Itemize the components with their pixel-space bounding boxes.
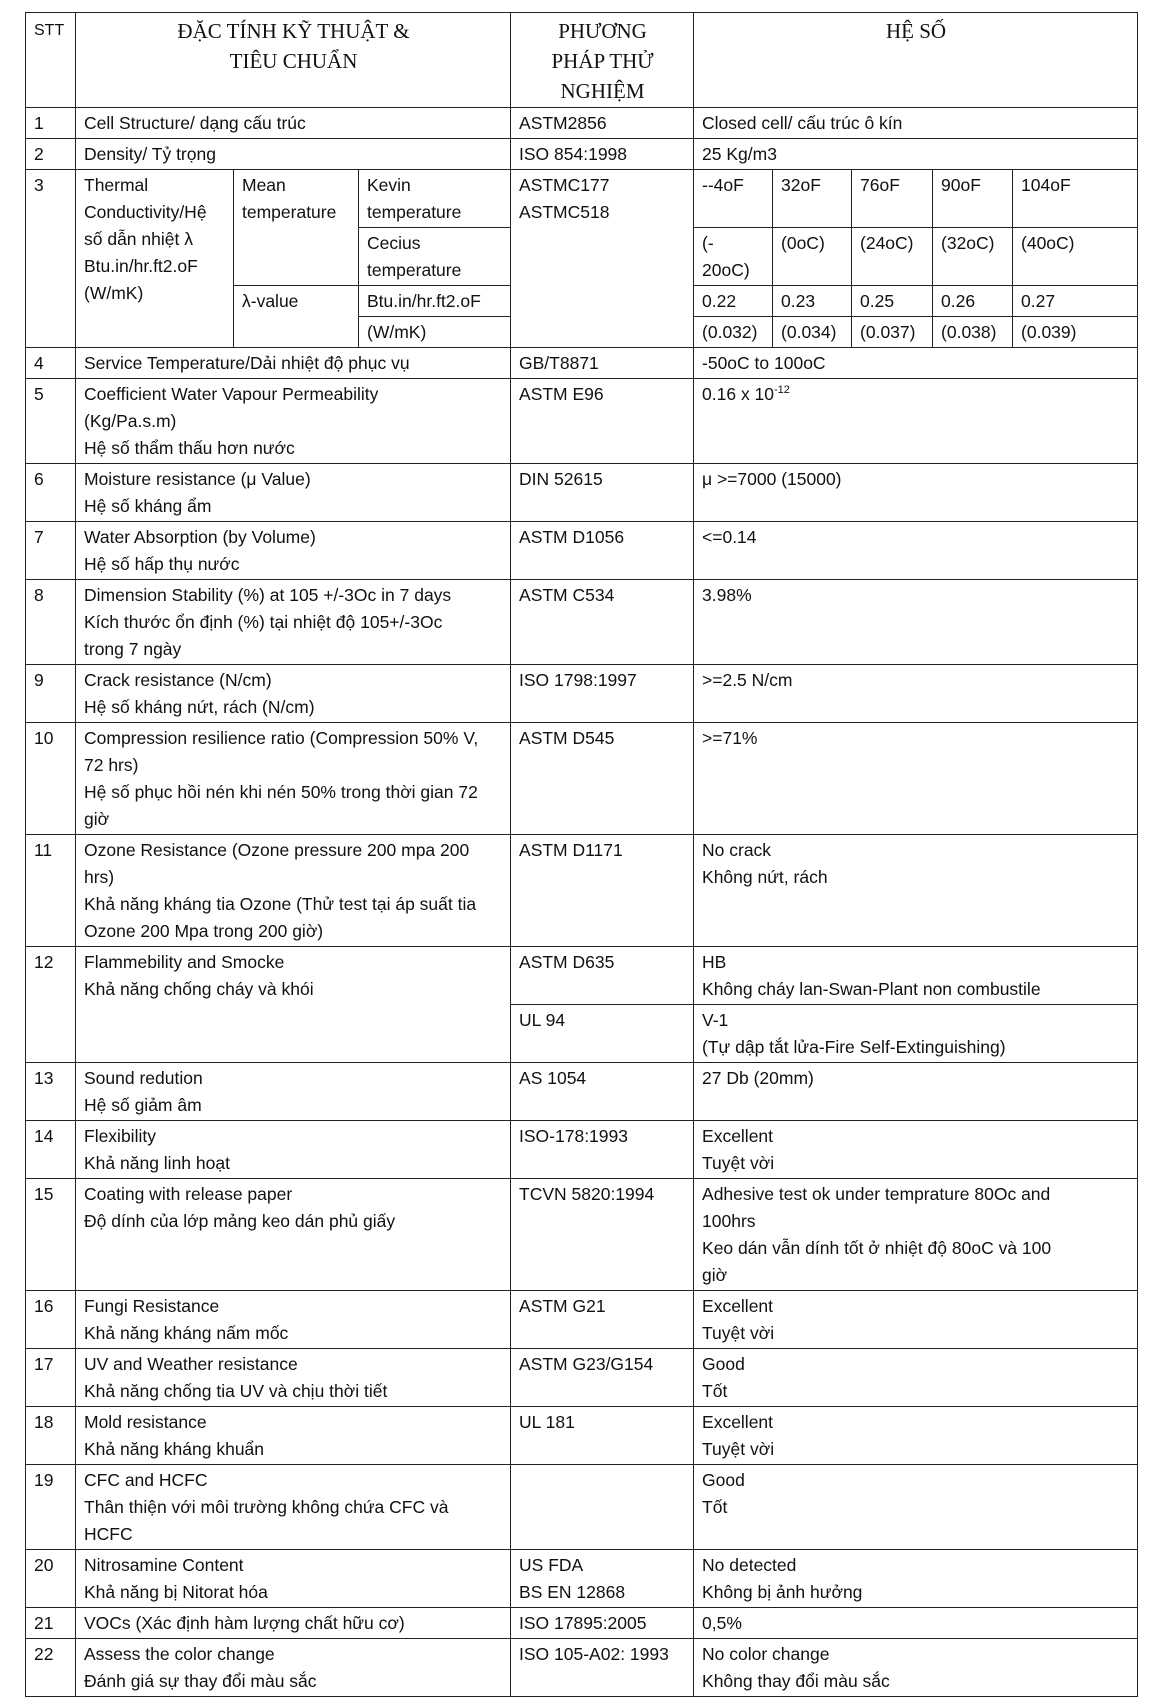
text-line: số dẫn nhiệt λ xyxy=(84,229,193,249)
text-line: 27 Db (20mm) xyxy=(702,1068,814,1088)
temp-c-cell xyxy=(1013,228,1138,286)
temp-f-cell: 90oF xyxy=(933,170,1013,228)
lambda-btu-cell: 0.23 xyxy=(773,286,852,317)
text-line: Service Temperature/Dải nhiệt độ phục vụ xyxy=(84,353,410,373)
value-cell xyxy=(694,108,1138,139)
method-cell xyxy=(511,1063,694,1121)
property-cell xyxy=(76,1407,511,1465)
text-line: (24oC) xyxy=(860,233,914,253)
text-line: Ozone 200 Mpa trong 200 giờ) xyxy=(84,921,324,941)
text-line: Good xyxy=(702,1470,745,1490)
text-line: Không cháy lan-Swan-Plant non combustile xyxy=(702,979,1041,999)
row-number: 22 xyxy=(26,1639,76,1697)
lambda-wmk-cell: (0.032) xyxy=(694,317,773,348)
value-cell xyxy=(694,1121,1138,1179)
text-line: BS EN 12868 xyxy=(519,1582,626,1602)
text-line: No crack xyxy=(702,840,772,860)
method-cell xyxy=(511,1005,694,1063)
text-line: 25 Kg/m3 xyxy=(702,144,777,164)
text-line: temperature xyxy=(242,202,337,222)
method-cell xyxy=(511,947,694,1005)
row-number: 18 xyxy=(26,1407,76,1465)
row-number: 7 xyxy=(26,522,76,580)
method-cell xyxy=(511,379,694,464)
text-line: Flammebility and Smocke xyxy=(84,952,285,972)
value-cell xyxy=(694,522,1138,580)
value-cell xyxy=(694,464,1138,522)
text-line: Cell Structure/ dạng cấu trúc xyxy=(84,113,306,133)
text-line: CFC and HCFC xyxy=(84,1470,208,1490)
value-cell xyxy=(694,139,1138,170)
text-line: Hệ số giảm âm xyxy=(84,1095,202,1115)
text-line: Fungi Resistance xyxy=(84,1296,220,1316)
text-line: Excellent xyxy=(702,1296,774,1316)
property-cell xyxy=(76,379,511,464)
text-line: ISO 1798:1997 xyxy=(519,670,637,690)
row-number: 2 xyxy=(26,139,76,170)
text-line: Không bị ảnh hưởng xyxy=(702,1582,863,1602)
table-row xyxy=(26,580,1138,665)
text-line: 3.98% xyxy=(702,585,752,605)
value-cell xyxy=(694,1608,1138,1639)
value-cell xyxy=(694,1550,1138,1608)
text-line: Nitrosamine Content xyxy=(84,1555,244,1575)
lambda-btu-cell: 0.26 xyxy=(933,286,1013,317)
text-line: Khả năng kháng khuẩn xyxy=(84,1439,265,1459)
header-value: HỆ SỐ xyxy=(694,13,1138,108)
table-row xyxy=(26,835,1138,947)
text-line: <=0.14 xyxy=(702,527,757,547)
temp-f-cell: --4oF xyxy=(694,170,773,228)
table-row xyxy=(26,1063,1138,1121)
table-row xyxy=(26,379,1138,464)
text-line: (- 20oC) xyxy=(702,233,750,280)
row-number: 6 xyxy=(26,464,76,522)
lambda-btu-cell: 0.22 xyxy=(694,286,773,317)
header-method: PHƯƠNG PHÁP THỬ NGHIỆM xyxy=(511,13,694,108)
temp-f-cell: 104oF xyxy=(1013,170,1138,228)
text-line: Hệ số phục hồi nén khi nén 50% trong thời gian 72 xyxy=(84,782,478,802)
text-line: Thân thiện với môi trường không chứa CFC và xyxy=(84,1497,449,1517)
method-cell xyxy=(511,723,694,835)
text-line: ASTM G23/G154 xyxy=(519,1354,654,1374)
text-line: Closed cell/ cấu trúc ô kín xyxy=(702,113,903,133)
text-line: UV and Weather resistance xyxy=(84,1354,298,1374)
lambda-btu-cell: 0.25 xyxy=(852,286,933,317)
text-line: Thermal xyxy=(84,175,149,195)
text-line: ISO 17895:2005 xyxy=(519,1613,647,1633)
method-cell xyxy=(511,1407,694,1465)
lambda-value-label: λ-value xyxy=(234,286,359,348)
property-cell xyxy=(76,464,511,522)
row-number: 12 xyxy=(26,947,76,1063)
text-line: ASTM2856 xyxy=(519,113,607,133)
text-line: trong 7 ngày xyxy=(84,639,182,659)
method-cell xyxy=(511,580,694,665)
text-line: Moisture resistance (μ Value) xyxy=(84,469,311,489)
table-row xyxy=(26,1291,1138,1349)
text-line: HCFC xyxy=(84,1524,133,1544)
property-cell xyxy=(76,580,511,665)
property-cell xyxy=(76,1465,511,1550)
value-cell xyxy=(694,1063,1138,1121)
text-line: ISO-178:1993 xyxy=(519,1126,628,1146)
value-cell xyxy=(694,348,1138,379)
text-line: Keo dán vẫn dính tốt ở nhiệt độ 80oC và 100 xyxy=(702,1238,1052,1258)
text-line: giờ xyxy=(702,1265,728,1285)
text-line: Khả năng kháng nấm mốc xyxy=(84,1323,289,1343)
row-number: 14 xyxy=(26,1121,76,1179)
property-cell xyxy=(76,1291,511,1349)
lambda-wmk-cell: (0.039) xyxy=(1013,317,1138,348)
text-line: ASTMC518 xyxy=(519,202,610,222)
table-row xyxy=(26,348,1138,379)
header-stt: STT xyxy=(26,13,76,108)
property-cell xyxy=(76,1550,511,1608)
text-line: Hệ số kháng nứt, rách (N/cm) xyxy=(84,697,315,717)
table-row xyxy=(26,464,1138,522)
spec-table xyxy=(25,12,1138,1697)
method-cell xyxy=(511,835,694,947)
text-line: V-1 xyxy=(702,1010,729,1030)
text-line: Không nứt, rách xyxy=(702,867,828,887)
row-number: 20 xyxy=(26,1550,76,1608)
table-row xyxy=(26,665,1138,723)
value-cell xyxy=(694,1005,1138,1063)
table-row xyxy=(26,723,1138,835)
text-line: Cecius xyxy=(367,233,421,253)
text-line: giờ xyxy=(84,809,110,829)
text-line: Mean xyxy=(242,175,286,195)
text-line: AS 1054 xyxy=(519,1068,587,1088)
text-line: Khả năng linh hoạt xyxy=(84,1153,230,1173)
text-line: Tuyệt vời xyxy=(702,1153,775,1173)
table-row xyxy=(26,170,1138,228)
text-line: ASTM D635 xyxy=(519,952,615,972)
text-line: Excellent xyxy=(702,1412,774,1432)
value-cell xyxy=(694,723,1138,835)
method-cell xyxy=(511,1608,694,1639)
property-cell xyxy=(76,1608,511,1639)
property-cell xyxy=(76,1179,511,1291)
text-line: -50oC to 100oC xyxy=(702,353,826,373)
table-row xyxy=(26,1465,1138,1550)
temp-f-cell: 76oF xyxy=(852,170,933,228)
value-exponent: -12 xyxy=(774,384,790,397)
row-number: 3 xyxy=(26,170,76,348)
temp-f-cell: 32oF xyxy=(773,170,852,228)
method-cell xyxy=(511,522,694,580)
value-cell xyxy=(694,1349,1138,1407)
text-line: Adhesive test ok under temprature 80Oc and xyxy=(702,1184,1051,1204)
table-row xyxy=(26,1550,1138,1608)
row-number: 21 xyxy=(26,1608,76,1639)
text-line: Tuyệt vời xyxy=(702,1439,775,1459)
header-property: ĐẶC TÍNH KỸ THUẬT & TIÊU CHUẨN xyxy=(76,13,511,108)
method-cell xyxy=(511,1465,694,1550)
spec-table-body xyxy=(26,13,1138,1697)
text-line: Excellent xyxy=(702,1126,774,1146)
text-line: Ozone Resistance (Ozone pressure 200 mpa 200 xyxy=(84,840,470,860)
method-cell xyxy=(511,1639,694,1697)
method-cell xyxy=(511,1349,694,1407)
property-cell xyxy=(76,665,511,723)
table-row xyxy=(26,1407,1138,1465)
text-line: Khả năng chống cháy và khói xyxy=(84,979,314,999)
value-cell xyxy=(694,1179,1138,1291)
value-cell xyxy=(694,947,1138,1005)
property-cell xyxy=(76,723,511,835)
text-line: Kích thước ổn định (%) tại nhiệt độ 105+/-3Oc xyxy=(84,612,443,632)
wmk-unit-label: (W/mK) xyxy=(359,317,511,348)
property-cell xyxy=(76,170,234,348)
text-line: ASTM C534 xyxy=(519,585,615,605)
text-line: Độ dính của lớp mảng keo dán phủ giấy xyxy=(84,1211,396,1231)
temp-c-cell xyxy=(773,228,852,286)
property-cell xyxy=(76,835,511,947)
text-line: Coating with release paper xyxy=(84,1184,293,1204)
method-cell xyxy=(511,1179,694,1291)
row-number: 5 xyxy=(26,379,76,464)
value-base: 0.16 x 10 xyxy=(702,384,775,404)
table-row xyxy=(26,947,1138,1005)
text-line: (32oC) xyxy=(941,233,995,253)
method-cell xyxy=(511,464,694,522)
row-number: 1 xyxy=(26,108,76,139)
text-line: 0,5% xyxy=(702,1613,742,1633)
header-row xyxy=(26,13,1138,108)
row-number: 17 xyxy=(26,1349,76,1407)
property-cell xyxy=(76,139,511,170)
temp-c-cell xyxy=(852,228,933,286)
text-line: temperature xyxy=(367,260,462,280)
text-line: Kevin xyxy=(367,175,411,195)
text-line: No detected xyxy=(702,1555,797,1575)
property-cell xyxy=(76,348,511,379)
table-row xyxy=(26,1121,1138,1179)
text-line: ASTM E96 xyxy=(519,384,604,404)
value-cell xyxy=(694,580,1138,665)
text-line: hrs) xyxy=(84,867,115,887)
value-cell xyxy=(694,665,1138,723)
text-line: Tốt xyxy=(702,1497,728,1517)
method-cell xyxy=(511,139,694,170)
lambda-wmk-cell: (0.038) xyxy=(933,317,1013,348)
text-line: ASTM D1056 xyxy=(519,527,625,547)
text-line: Khả năng chống tia UV và chịu thời tiết xyxy=(84,1381,388,1401)
method-cell xyxy=(511,108,694,139)
text-line: TCVN 5820:1994 xyxy=(519,1184,655,1204)
kevin-temperature-label xyxy=(359,170,511,228)
text-line: ASTM D545 xyxy=(519,728,615,748)
text-line: Density/ Tỷ trọng xyxy=(84,144,216,164)
text-line: Btu.in/hr.ft2.oF xyxy=(84,256,198,276)
value-cell xyxy=(694,1407,1138,1465)
row-number: 4 xyxy=(26,348,76,379)
text-line: (Kg/Pa.s.m) xyxy=(84,411,177,431)
text-line: Hệ số hấp thụ nước xyxy=(84,554,240,574)
text-line: Khả năng kháng tia Ozone (Thử test tại áp suất tia xyxy=(84,894,477,914)
text-line: Coefficient Water Vapour Permeability xyxy=(84,384,379,404)
text-line: ASTMC177 xyxy=(519,175,610,195)
text-line: (W/mK) xyxy=(84,283,144,303)
text-line: No color change xyxy=(702,1644,830,1664)
lambda-wmk-cell: (0.034) xyxy=(773,317,852,348)
text-line: Good xyxy=(702,1354,745,1374)
row-number: 8 xyxy=(26,580,76,665)
text-line: UL 181 xyxy=(519,1412,575,1432)
text-line: HB xyxy=(702,952,727,972)
text-line: Mold resistance xyxy=(84,1412,207,1432)
text-line: Crack resistance (N/cm) xyxy=(84,670,272,690)
row-number: 13 xyxy=(26,1063,76,1121)
text-line: >=71% xyxy=(702,728,758,748)
table-row xyxy=(26,1179,1138,1291)
text-line: Hệ số kháng ẩm xyxy=(84,496,212,516)
row-number: 15 xyxy=(26,1179,76,1291)
text-line: Dimension Stability (%) at 105 +/-3Oc in 7 days xyxy=(84,585,452,605)
property-cell xyxy=(76,108,511,139)
text-line: Water Absorption (by Volume) xyxy=(84,527,316,547)
value-cell xyxy=(694,379,1138,464)
value-cell xyxy=(694,1639,1138,1697)
text-line: DIN 52615 xyxy=(519,469,603,489)
table-row xyxy=(26,139,1138,170)
table-row xyxy=(26,108,1138,139)
property-cell xyxy=(76,947,511,1063)
text-line: ISO 105-A02: 1993 xyxy=(519,1644,669,1664)
text-line: Không thay đổi màu sắc xyxy=(702,1671,890,1691)
mean-temperature-label xyxy=(234,170,359,286)
text-line: US FDA xyxy=(519,1555,584,1575)
text-line: Flexibility xyxy=(84,1126,156,1146)
method-cell xyxy=(511,348,694,379)
btu-unit-label: Btu.in/hr.ft2.oF xyxy=(359,286,511,317)
row-number: 19 xyxy=(26,1465,76,1550)
text-line: Conductivity/Hệ xyxy=(84,202,207,222)
property-cell xyxy=(76,1121,511,1179)
text-line: ISO 854:1998 xyxy=(519,144,628,164)
row-number: 9 xyxy=(26,665,76,723)
text-line: Assess the color change xyxy=(84,1644,275,1664)
text-line: (Tự dập tắt lửa-Fire Self-Extinguishing) xyxy=(702,1037,1006,1057)
text-line: Khả năng bị Nitorat hóa xyxy=(84,1582,268,1602)
text-line: Tuyệt vời xyxy=(702,1323,775,1343)
method-cell xyxy=(511,1121,694,1179)
row-number: 10 xyxy=(26,723,76,835)
text-line: VOCs (Xác định hàm lượng chất hữu cơ) xyxy=(84,1613,405,1633)
cecius-temperature-label xyxy=(359,228,511,286)
method-cell xyxy=(511,665,694,723)
property-cell xyxy=(76,1063,511,1121)
temp-c-cell xyxy=(694,228,773,286)
method-cell xyxy=(511,1291,694,1349)
method-cell xyxy=(511,170,694,348)
text-line: Đánh giá sự thay đổi màu sắc xyxy=(84,1671,317,1691)
row-number: 16 xyxy=(26,1291,76,1349)
text-line: ASTM D1171 xyxy=(519,840,623,860)
temp-c-cell xyxy=(933,228,1013,286)
text-line: Compression resilience ratio (Compression 50% V, xyxy=(84,728,479,748)
text-line: temperature xyxy=(367,202,462,222)
text-line: Tốt xyxy=(702,1381,728,1401)
lambda-btu-cell: 0.27 xyxy=(1013,286,1138,317)
text-line: ASTM G21 xyxy=(519,1296,606,1316)
table-row xyxy=(26,1639,1138,1697)
table-row xyxy=(26,1608,1138,1639)
row-number: 11 xyxy=(26,835,76,947)
value-cell xyxy=(694,1465,1138,1550)
text-line: 72 hrs) xyxy=(84,755,139,775)
text-line: 100hrs xyxy=(702,1211,756,1231)
property-cell xyxy=(76,522,511,580)
text-line: GB/T8871 xyxy=(519,353,599,373)
table-row xyxy=(26,1349,1138,1407)
table-row xyxy=(26,522,1138,580)
value-cell xyxy=(694,1291,1138,1349)
text-line: UL 94 xyxy=(519,1010,566,1030)
value-cell xyxy=(694,835,1138,947)
text-line: Sound redution xyxy=(84,1068,203,1088)
text-line: >=2.5 N/cm xyxy=(702,670,793,690)
property-cell xyxy=(76,1639,511,1697)
property-cell xyxy=(76,1349,511,1407)
method-cell xyxy=(511,1550,694,1608)
text-line: μ >=7000 (15000) xyxy=(702,469,842,489)
text-line: (40oC) xyxy=(1021,233,1075,253)
text-line: (0oC) xyxy=(781,233,825,253)
lambda-wmk-cell: (0.037) xyxy=(852,317,933,348)
text-line: Hệ số thẩm thấu hơn nước xyxy=(84,438,295,458)
